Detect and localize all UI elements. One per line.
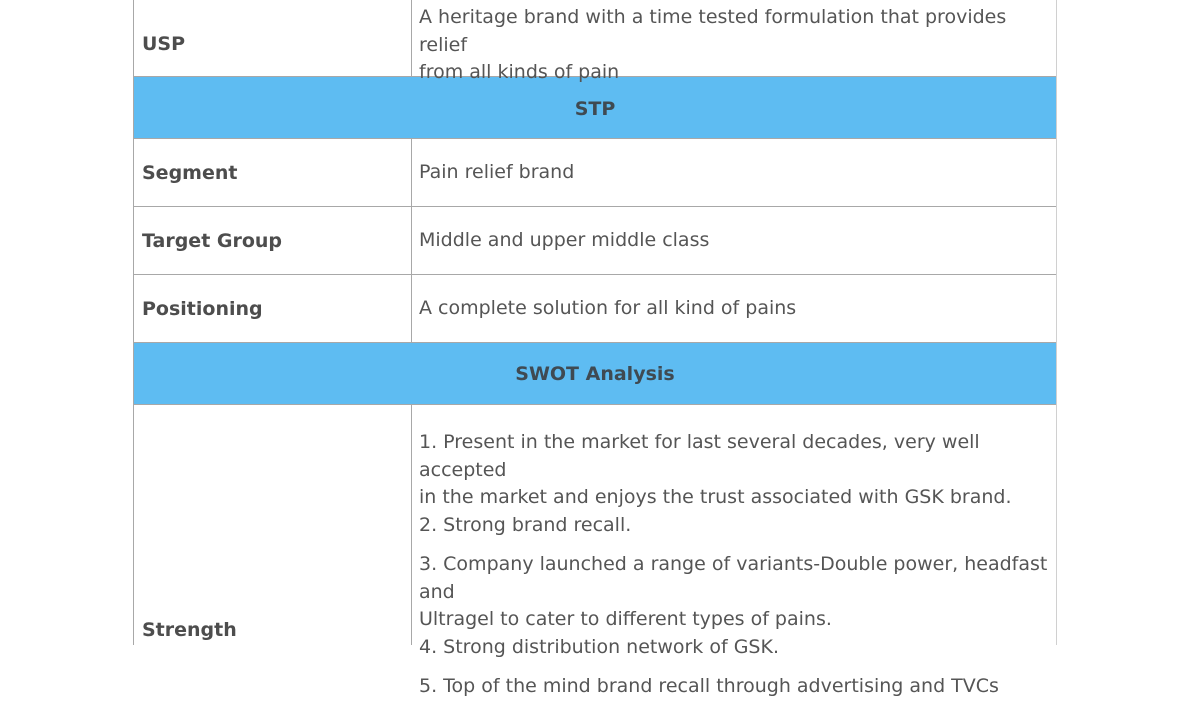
table-row-positioning [134,275,1056,343]
strength-line: 4. Strong distribution network of GSK. [419,635,779,658]
strength-line: in the market and enjoys the trust associated with GSK brand. [419,486,1012,508]
marketing-table [133,0,1057,697]
swot-header-text: SWOT Analysis [515,362,675,385]
usp-label: USP [134,0,412,76]
target-group-value: Middle and upper middle class [419,228,710,251]
usp-value [412,0,1056,83]
target-group-label: Target Group [134,207,412,274]
positioning-value: A complete solution for all kind of pains [419,296,797,319]
strength-value [412,405,1056,697]
strength-line: 2. Strong brand recall. [419,513,632,536]
table-row-segment [134,139,1056,207]
swot-section-header [134,343,1056,405]
strength-line: 3. Company launched a range of variants-Double power, headfast and [419,553,1048,603]
strength-line: Ultragel to cater to different types of pains. [419,608,832,630]
strength-label: Strength [134,405,412,645]
segment-label: Segment [134,139,412,206]
usp-value-line: from all kinds of pain [419,61,620,83]
table-row-usp [134,0,1056,83]
segment-value: Pain relief brand [419,160,575,183]
stp-header-text: STP [574,97,616,120]
strength-line: 1. Present in the market for last several decades, very well accepted [419,431,980,481]
strength-line: 5. Top of the mind brand recall through advertising and TVCs [419,675,999,697]
strength-paragraph [419,673,1048,701]
usp-value-line: A heritage brand with a time tested formulation that provides relief [419,6,1007,56]
strength-paragraph [419,429,1048,539]
table-row-strength [134,405,1056,697]
positioning-label: Positioning [134,275,412,342]
table-row-target-group [134,207,1056,275]
strength-paragraph [419,551,1048,661]
